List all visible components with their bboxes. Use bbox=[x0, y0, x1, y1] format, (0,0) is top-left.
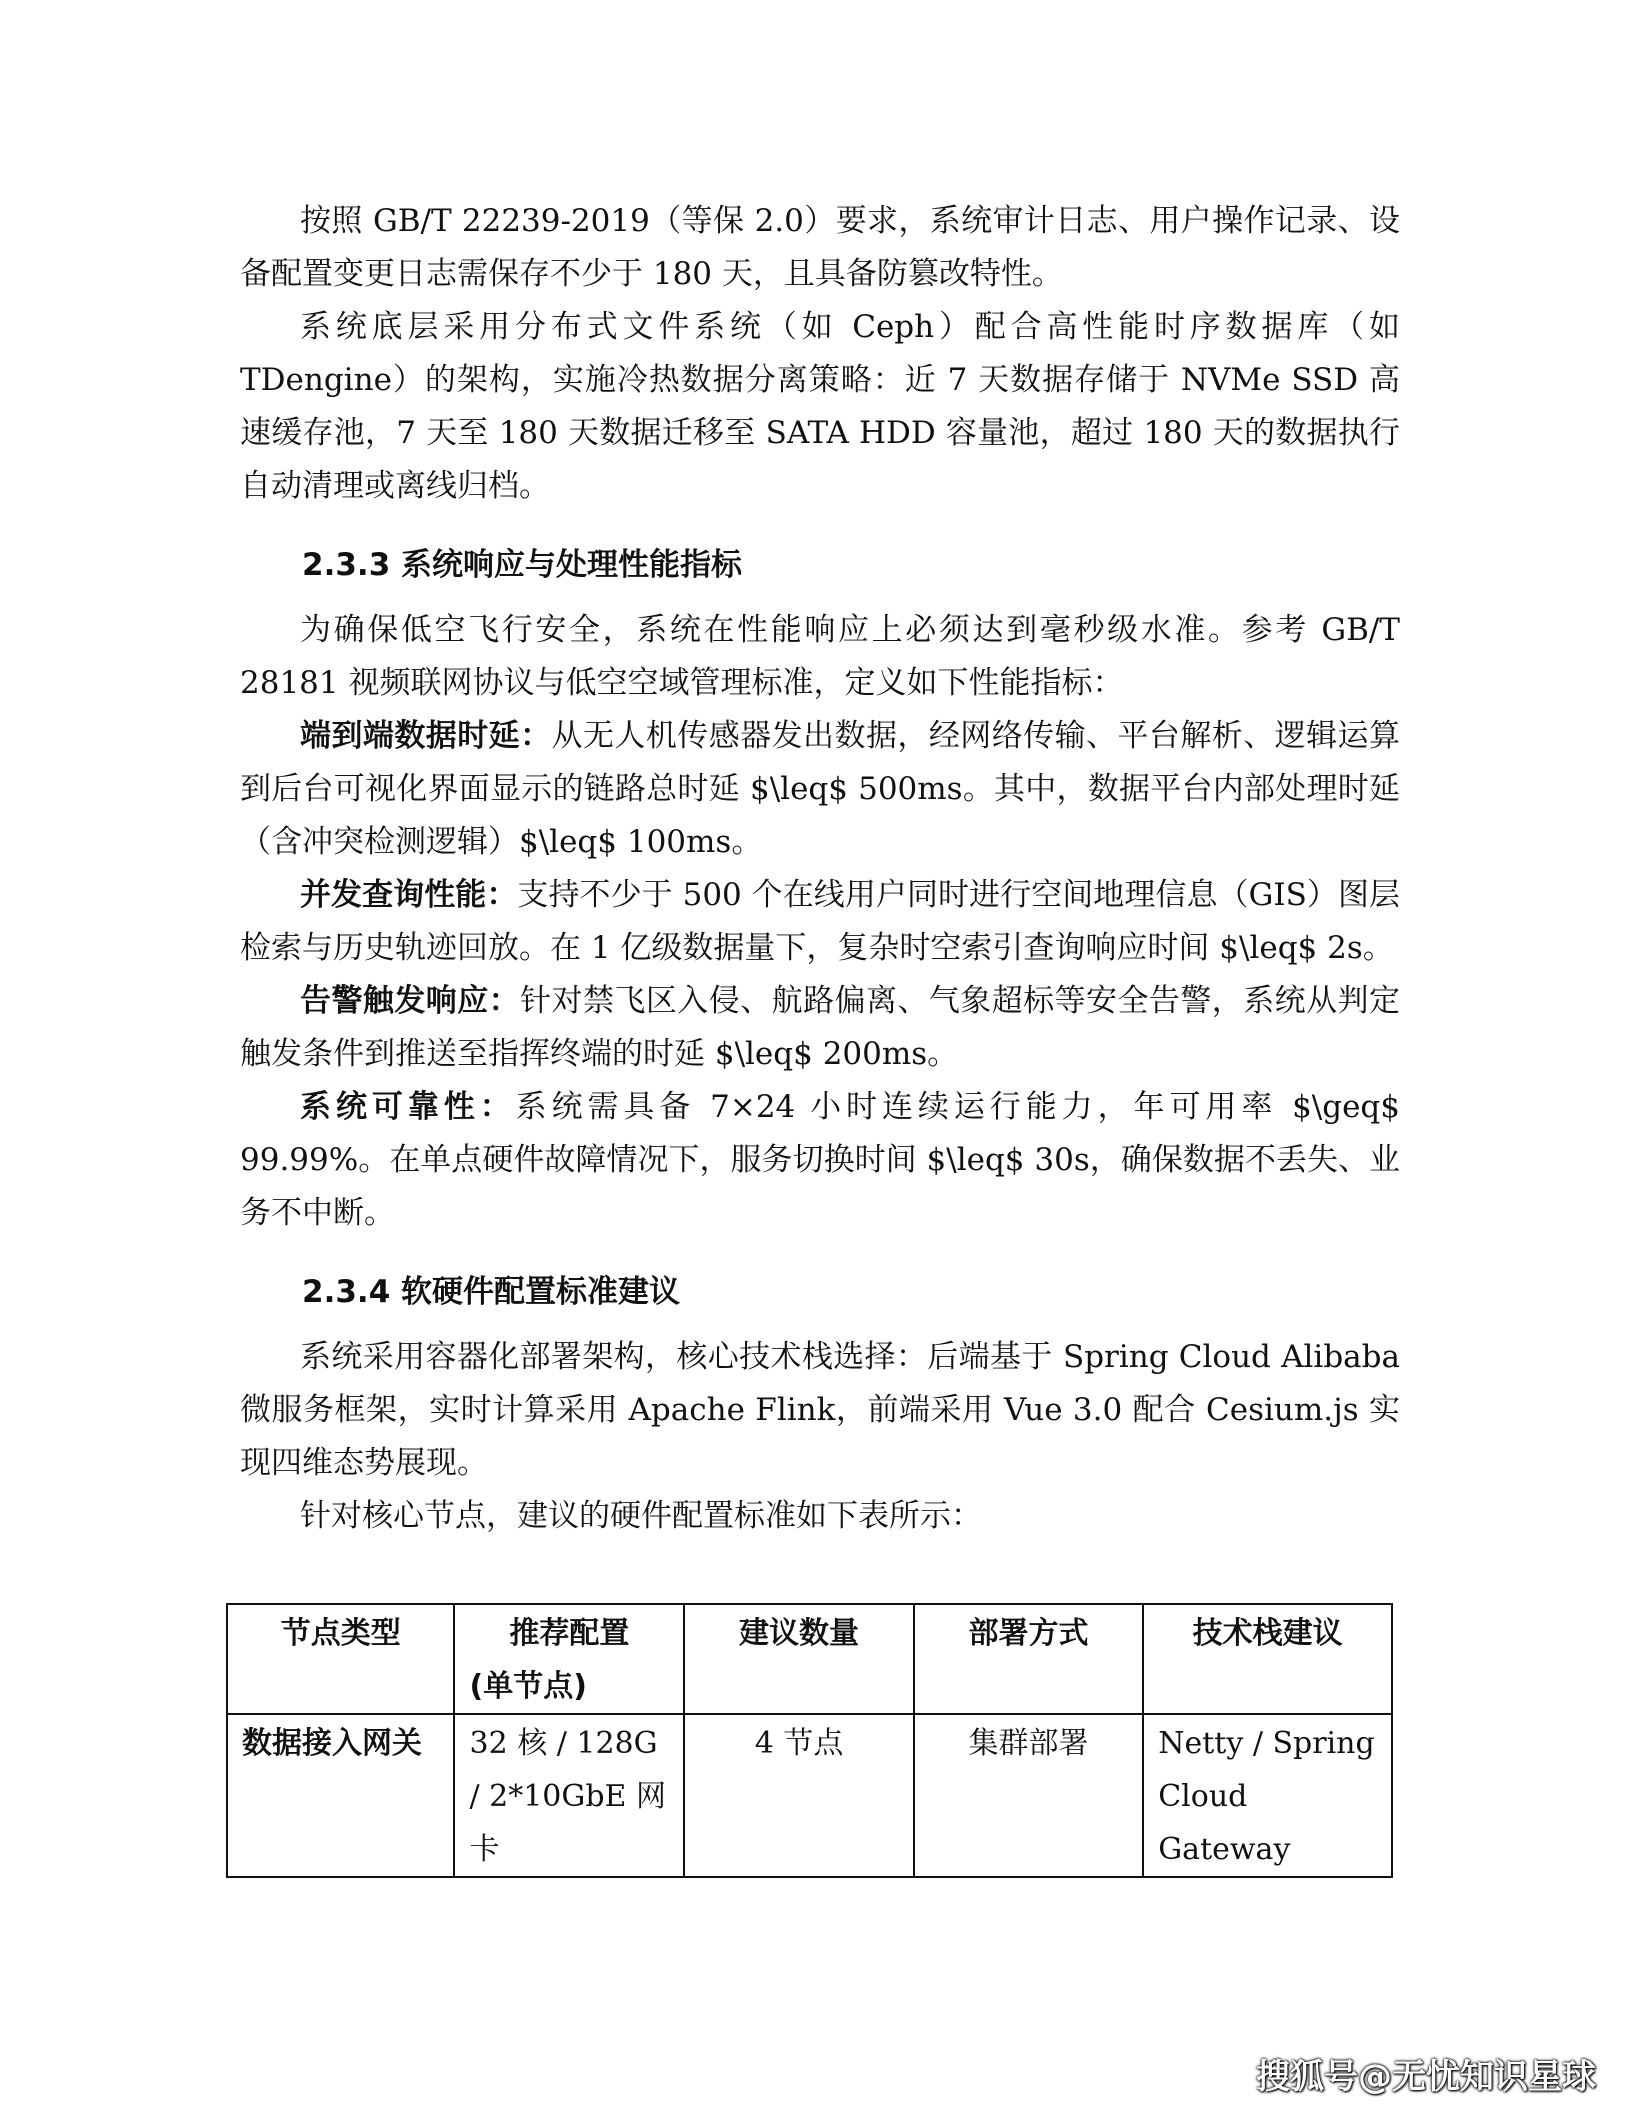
section-heading: 2.3.4 软硬件配置标准建议 bbox=[302, 1274, 681, 1310]
table-header-row bbox=[227, 1604, 1392, 1714]
metric-text: 支持不少于 500 个在线用户同时进行空间地理信息（GIS）图层检索与历史轨迹回放。在 1 亿级数据量下，复杂时空索引查询响应时间 $\leq$ 2s。 bbox=[240, 877, 1401, 966]
header-node-type: 节点类型 bbox=[227, 1604, 454, 1714]
metric-item bbox=[240, 975, 1400, 1081]
metric-text: 针对禁飞区入侵、航路偏离、气象超标等安全告警，系统从判定触发条件到推送至指挥终端的时延 $\leq$ 200ms。 bbox=[240, 983, 1401, 1072]
metric-label: 系统可靠性： bbox=[300, 1089, 516, 1125]
header-stack: 技术栈建议 bbox=[1143, 1604, 1392, 1714]
paragraph: 系统采用容器化部署架构，核心技术栈选择：后端基于 Spring Cloud Alibaba 微服务框架，实时计算采用 Apache Flink，前端采用 Vue 3.0 配合 Cesium.js 实现四维态势展现。 bbox=[240, 1339, 1400, 1481]
cell-node-type: 数据接入网关 bbox=[227, 1714, 454, 1877]
document-body bbox=[240, 195, 1400, 1543]
cell-stack: Netty / Spring Cloud Gateway bbox=[1143, 1714, 1392, 1877]
paragraph: 系统底层采用分布式文件系统（如 Ceph）配合高性能时序数据库（如 TDengine）的架构，实施冷热数据分离策略：近 7 天数据存储于 NVMe SSD 高速缓存池，7 天至 180 天数据迁移至 SATA HDD 容量池，超过 180 天的数据执行自动清理或离线归档。 bbox=[240, 309, 1400, 504]
metric-item bbox=[240, 1081, 1400, 1240]
metric-label: 并发查询性能： bbox=[300, 877, 518, 913]
metric-text: 系统需具备 7×24 小时连续运行能力，年可用率 $\geq$ 99.99%。在单点硬件故障情况下，服务切换时间 $\leq$ 30s，确保数据不丢失、业务不中断。 bbox=[240, 1089, 1400, 1231]
metric-label: 告警触发响应： bbox=[300, 983, 521, 1019]
header-count: 建议数量 bbox=[684, 1604, 913, 1714]
metric-text: 从无人机传感器发出数据，经网络传输、平台解析、逻辑运算到后台可视化界面显示的链路总时延 $\leq$ 500ms。其中，数据平台内部处理时延（含冲突检测逻辑）$\leq$ 100ms。 bbox=[240, 718, 1400, 860]
cell-count: 4 节点 bbox=[684, 1714, 913, 1877]
paragraph: 按照 GB/T 22239-2019（等保 2.0）要求，系统审计日志、用户操作记录、设备配置变更日志需保存不少于 180 天，且具备防篡改特性。 bbox=[240, 203, 1400, 292]
header-config: 推荐配置 (单节点) bbox=[454, 1604, 684, 1714]
section-heading: 2.3.3 系统响应与处理性能指标 bbox=[302, 547, 743, 583]
metric-label: 端到端数据时延： bbox=[300, 718, 552, 754]
table-row bbox=[227, 1714, 1392, 1877]
paragraph: 为确保低空飞行安全，系统在性能响应上必须达到毫秒级水准。参考 GB/T 28181 视频联网协议与低空空域管理标准，定义如下性能指标： bbox=[240, 612, 1400, 701]
metric-item bbox=[240, 869, 1400, 975]
cell-config: 32 核 / 128G / 2*10GbE 网卡 bbox=[454, 1714, 684, 1877]
paragraph: 针对核心节点，建议的硬件配置标准如下表所示： bbox=[300, 1498, 982, 1534]
header-deploy: 部署方式 bbox=[914, 1604, 1143, 1714]
cell-deploy: 集群部署 bbox=[914, 1714, 1143, 1877]
watermark: 搜狐号@无忧知识星球 bbox=[1256, 2057, 1596, 2097]
hardware-config-table bbox=[226, 1603, 1393, 1878]
metric-item bbox=[240, 710, 1400, 869]
